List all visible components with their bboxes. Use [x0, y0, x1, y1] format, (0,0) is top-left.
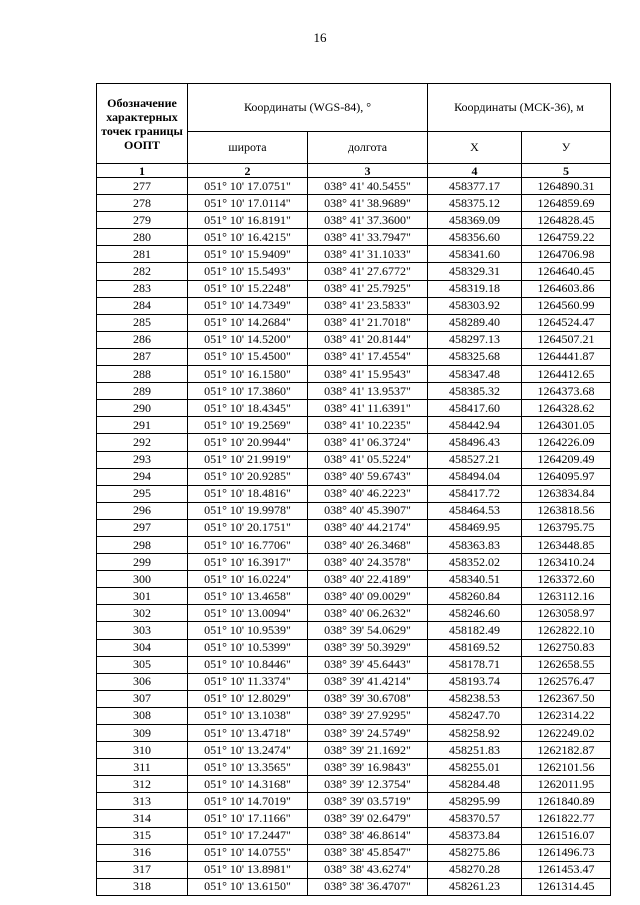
x-cell: 458494.04: [428, 468, 522, 485]
latitude-cell: 051° 10' 16.7706": [188, 536, 308, 553]
y-header: У: [522, 132, 611, 164]
table-row: [97, 622, 611, 639]
point-number-cell: 303: [97, 622, 188, 639]
longitude-cell: 038° 40' 44.2174": [308, 519, 428, 536]
point-number-cell: 285: [97, 314, 188, 331]
table-row: [97, 485, 611, 502]
latitude-cell: 051° 10' 13.4658": [188, 588, 308, 605]
longitude-cell: 038° 39' 41.4214": [308, 673, 428, 690]
x-cell: 458247.70: [428, 707, 522, 724]
point-number-cell: 301: [97, 588, 188, 605]
longitude-cell: 038° 41' 40.5455": [308, 178, 428, 195]
point-number-cell: 281: [97, 246, 188, 263]
x-cell: 458469.95: [428, 519, 522, 536]
latitude-cell: 051° 10' 16.4215": [188, 229, 308, 246]
x-cell: 458319.18: [428, 280, 522, 297]
point-number-cell: 290: [97, 400, 188, 417]
point-number-cell: 288: [97, 366, 188, 383]
longitude-cell: 038° 40' 24.3578": [308, 554, 428, 571]
latitude-cell: 051° 10' 19.2569": [188, 417, 308, 434]
y-cell: 1264640.45: [522, 263, 611, 280]
x-cell: 458527.21: [428, 451, 522, 468]
latitude-cell: 051° 10' 15.5493": [188, 263, 308, 280]
y-cell: 1262101.56: [522, 759, 611, 776]
table-row: [97, 554, 611, 571]
latitude-cell: 051° 10' 10.5399": [188, 639, 308, 656]
y-cell: 1261516.07: [522, 827, 611, 844]
table-row: [97, 673, 611, 690]
x-cell: 458442.94: [428, 417, 522, 434]
table-row: [97, 229, 611, 246]
latitude-cell: 051° 10' 16.0224": [188, 571, 308, 588]
latitude-cell: 051° 10' 13.3565": [188, 759, 308, 776]
longitude-cell: 038° 41' 38.9689": [308, 195, 428, 212]
y-cell: 1263818.56: [522, 502, 611, 519]
y-cell: 1264095.97: [522, 468, 611, 485]
longitude-cell: 038° 41' 33.7947": [308, 229, 428, 246]
y-cell: 1264373.68: [522, 383, 611, 400]
table-row: [97, 434, 611, 451]
x-cell: 458270.28: [428, 861, 522, 878]
y-cell: 1264603.86: [522, 280, 611, 297]
y-cell: 1262576.47: [522, 673, 611, 690]
x-cell: 458363.83: [428, 536, 522, 553]
y-cell: 1261496.73: [522, 844, 611, 861]
table-row: [97, 827, 611, 844]
longitude-cell: 038° 41' 25.7925": [308, 280, 428, 297]
column-number: 3: [308, 164, 428, 178]
table-row: [97, 588, 611, 605]
table-row: [97, 793, 611, 810]
point-number-cell: 308: [97, 707, 188, 724]
latitude-cell: 051° 10' 14.0755": [188, 844, 308, 861]
y-cell: 1262367.50: [522, 690, 611, 707]
y-cell: 1264301.05: [522, 417, 611, 434]
longitude-cell: 038° 39' 12.3754": [308, 776, 428, 793]
latitude-cell: 051° 10' 15.2248": [188, 280, 308, 297]
point-number-cell: 317: [97, 861, 188, 878]
x-cell: 458464.53: [428, 502, 522, 519]
latitude-cell: 051° 10' 18.4345": [188, 400, 308, 417]
x-cell: 458373.84: [428, 827, 522, 844]
x-cell: 458275.86: [428, 844, 522, 861]
y-cell: 1264859.69: [522, 195, 611, 212]
latitude-cell: 051° 10' 14.7019": [188, 793, 308, 810]
x-cell: 458178.71: [428, 656, 522, 673]
point-number-cell: 280: [97, 229, 188, 246]
y-cell: 1262249.02: [522, 725, 611, 742]
latitude-cell: 051° 10' 17.0114": [188, 195, 308, 212]
y-cell: 1262011.95: [522, 776, 611, 793]
point-number-cell: 306: [97, 673, 188, 690]
table-row: [97, 451, 611, 468]
y-cell: 1264706.98: [522, 246, 611, 263]
y-cell: 1264507.21: [522, 331, 611, 348]
point-number-cell: 309: [97, 725, 188, 742]
latitude-cell: 051° 10' 18.4816": [188, 485, 308, 502]
y-cell: 1264890.31: [522, 178, 611, 195]
latitude-cell: 051° 10' 13.0094": [188, 605, 308, 622]
column-number-row: [97, 164, 611, 178]
table-row: [97, 314, 611, 331]
longitude-cell: 038° 38' 36.4707": [308, 878, 428, 895]
point-number-cell: 279: [97, 212, 188, 229]
y-cell: 1264524.47: [522, 314, 611, 331]
x-cell: 458329.31: [428, 263, 522, 280]
table-row: [97, 400, 611, 417]
point-number-cell: 277: [97, 178, 188, 195]
table-row: [97, 297, 611, 314]
y-cell: 1264209.49: [522, 451, 611, 468]
x-cell: 458377.17: [428, 178, 522, 195]
longitude-cell: 038° 40' 22.4189": [308, 571, 428, 588]
point-number-cell: 282: [97, 263, 188, 280]
longitude-cell: 038° 41' 10.2235": [308, 417, 428, 434]
latitude-cell: 051° 10' 16.8191": [188, 212, 308, 229]
x-cell: 458340.51: [428, 571, 522, 588]
y-cell: 1263795.75: [522, 519, 611, 536]
x-cell: 458417.60: [428, 400, 522, 417]
table-row: [97, 776, 611, 793]
page-number: 16: [313, 30, 327, 45]
table-row: [97, 759, 611, 776]
y-cell: 1263058.97: [522, 605, 611, 622]
point-number-cell: 278: [97, 195, 188, 212]
longitude-cell: 038° 39' 03.5719": [308, 793, 428, 810]
table-row: [97, 861, 611, 878]
latitude-cell: 051° 10' 17.2447": [188, 827, 308, 844]
point-number-cell: 304: [97, 639, 188, 656]
table-row: [97, 571, 611, 588]
table-row: [97, 844, 611, 861]
table-row: [97, 468, 611, 485]
point-number-cell: 310: [97, 742, 188, 759]
y-cell: 1261314.45: [522, 878, 611, 895]
point-number-cell: 287: [97, 348, 188, 365]
table-row: [97, 348, 611, 365]
point-number-cell: 286: [97, 331, 188, 348]
longitude-cell: 038° 39' 30.6708": [308, 690, 428, 707]
table-row: [97, 605, 611, 622]
y-cell: 1263410.24: [522, 554, 611, 571]
y-cell: 1263834.84: [522, 485, 611, 502]
x-cell: 458352.02: [428, 554, 522, 571]
latitude-cell: 051° 10' 14.3168": [188, 776, 308, 793]
wgs84-group-header: Координаты (WGS-84), °: [188, 84, 428, 132]
x-cell: 458341.60: [428, 246, 522, 263]
y-cell: 1262822.10: [522, 622, 611, 639]
point-number-cell: 316: [97, 844, 188, 861]
y-cell: 1264828.45: [522, 212, 611, 229]
point-number-cell: 296: [97, 502, 188, 519]
point-number-cell: 294: [97, 468, 188, 485]
point-number-cell: 284: [97, 297, 188, 314]
table-row: [97, 690, 611, 707]
point-number-cell: 307: [97, 690, 188, 707]
point-number-cell: 299: [97, 554, 188, 571]
x-header: Х: [428, 132, 522, 164]
latitude-cell: 051° 10' 20.9285": [188, 468, 308, 485]
latitude-cell: 051° 10' 20.1751": [188, 519, 308, 536]
y-cell: 1264328.62: [522, 400, 611, 417]
x-cell: 458238.53: [428, 690, 522, 707]
point-number-cell: 311: [97, 759, 188, 776]
x-cell: 458303.92: [428, 297, 522, 314]
latitude-cell: 051° 10' 15.4500": [188, 348, 308, 365]
x-cell: 458193.74: [428, 673, 522, 690]
point-number-cell: 289: [97, 383, 188, 400]
x-cell: 458356.60: [428, 229, 522, 246]
latitude-cell: 051° 10' 14.7349": [188, 297, 308, 314]
point-number-cell: 305: [97, 656, 188, 673]
msk36-group-header: Координаты (МСК-36), м: [428, 84, 611, 132]
longitude-cell: 038° 41' 13.9537": [308, 383, 428, 400]
latitude-cell: 051° 10' 12.8029": [188, 690, 308, 707]
longitude-cell: 038° 39' 02.6479": [308, 810, 428, 827]
longitude-cell: 038° 39' 54.0629": [308, 622, 428, 639]
longitude-cell: 038° 40' 46.2223": [308, 485, 428, 502]
y-cell: 1261840.89: [522, 793, 611, 810]
x-cell: 458297.13: [428, 331, 522, 348]
y-cell: 1262750.83: [522, 639, 611, 656]
latitude-cell: 051° 10' 17.3860": [188, 383, 308, 400]
latitude-cell: 051° 10' 10.8446": [188, 656, 308, 673]
y-cell: 1261822.77: [522, 810, 611, 827]
x-cell: 458325.68: [428, 348, 522, 365]
latitude-cell: 051° 10' 16.3917": [188, 554, 308, 571]
table-row: [97, 417, 611, 434]
longitude-cell: 038° 40' 06.2632": [308, 605, 428, 622]
y-cell: 1264441.87: [522, 348, 611, 365]
latitude-cell: 051° 10' 17.0751": [188, 178, 308, 195]
table-row: [97, 502, 611, 519]
y-cell: 1261453.47: [522, 861, 611, 878]
table-row: [97, 246, 611, 263]
longitude-cell: 038° 41' 27.6772": [308, 263, 428, 280]
table-row: [97, 383, 611, 400]
latitude-cell: 051° 10' 10.9539": [188, 622, 308, 639]
latitude-cell: 051° 10' 20.9944": [188, 434, 308, 451]
y-cell: 1263372.60: [522, 571, 611, 588]
y-cell: 1264560.99: [522, 297, 611, 314]
longitude-cell: 038° 39' 45.6443": [308, 656, 428, 673]
x-cell: 458375.12: [428, 195, 522, 212]
table-row: [97, 656, 611, 673]
point-number-cell: 313: [97, 793, 188, 810]
longitude-cell: 038° 41' 31.1033": [308, 246, 428, 263]
longitude-cell: 038° 40' 59.6743": [308, 468, 428, 485]
column-number: 5: [522, 164, 611, 178]
table-row: [97, 331, 611, 348]
latitude-cell: 051° 10' 13.1038": [188, 707, 308, 724]
longitude-cell: 038° 38' 45.8547": [308, 844, 428, 861]
x-cell: 458295.99: [428, 793, 522, 810]
column-number: 4: [428, 164, 522, 178]
longitude-cell: 038° 39' 21.1692": [308, 742, 428, 759]
table-row: [97, 725, 611, 742]
table-row: [97, 810, 611, 827]
x-cell: 458385.32: [428, 383, 522, 400]
latitude-cell: 051° 10' 17.1166": [188, 810, 308, 827]
longitude-cell: 038° 40' 09.0029": [308, 588, 428, 605]
longitude-cell: 038° 41' 06.3724": [308, 434, 428, 451]
longitude-cell: 038° 40' 26.3468": [308, 536, 428, 553]
x-cell: 458496.43: [428, 434, 522, 451]
x-cell: 458246.60: [428, 605, 522, 622]
x-cell: 458289.40: [428, 314, 522, 331]
point-number-cell: 312: [97, 776, 188, 793]
longitude-cell: 038° 38' 43.6274": [308, 861, 428, 878]
longitude-cell: 038° 41' 17.4554": [308, 348, 428, 365]
longitude-header: долгота: [308, 132, 428, 164]
y-cell: 1262658.55: [522, 656, 611, 673]
point-number-cell: 298: [97, 536, 188, 553]
column-number: 1: [97, 164, 188, 178]
point-designation-header: Обозначение характерных точек границы ООПТ: [97, 84, 188, 164]
latitude-cell: 051° 10' 14.5200": [188, 331, 308, 348]
point-number-cell: 293: [97, 451, 188, 468]
latitude-cell: 051° 10' 21.9919": [188, 451, 308, 468]
longitude-cell: 038° 39' 16.9843": [308, 759, 428, 776]
latitude-header: широта: [188, 132, 308, 164]
latitude-cell: 051° 10' 13.8981": [188, 861, 308, 878]
x-cell: 458417.72: [428, 485, 522, 502]
coordinates-table: [96, 83, 611, 896]
point-number-cell: 283: [97, 280, 188, 297]
table-row: [97, 878, 611, 895]
longitude-cell: 038° 41' 21.7018": [308, 314, 428, 331]
x-cell: 458261.23: [428, 878, 522, 895]
latitude-cell: 051° 10' 13.2474": [188, 742, 308, 759]
table-row: [97, 639, 611, 656]
table-row: [97, 263, 611, 280]
longitude-cell: 038° 39' 24.5749": [308, 725, 428, 742]
point-number-cell: 315: [97, 827, 188, 844]
latitude-cell: 051° 10' 15.9409": [188, 246, 308, 263]
x-cell: 458369.09: [428, 212, 522, 229]
y-cell: 1264226.09: [522, 434, 611, 451]
longitude-cell: 038° 41' 37.3600": [308, 212, 428, 229]
x-cell: 458251.83: [428, 742, 522, 759]
x-cell: 458255.01: [428, 759, 522, 776]
longitude-cell: 038° 41' 11.6391": [308, 400, 428, 417]
point-number-cell: 295: [97, 485, 188, 502]
table-row: [97, 366, 611, 383]
x-cell: 458182.49: [428, 622, 522, 639]
point-number-cell: 291: [97, 417, 188, 434]
latitude-cell: 051° 10' 13.4718": [188, 725, 308, 742]
y-cell: 1264759.22: [522, 229, 611, 246]
latitude-cell: 051° 10' 14.2684": [188, 314, 308, 331]
table-row: [97, 195, 611, 212]
x-cell: 458258.92: [428, 725, 522, 742]
table-row: [97, 742, 611, 759]
longitude-cell: 038° 38' 46.8614": [308, 827, 428, 844]
table-row: [97, 280, 611, 297]
latitude-cell: 051° 10' 16.1580": [188, 366, 308, 383]
point-number-cell: 297: [97, 519, 188, 536]
table-row: [97, 536, 611, 553]
table-row: [97, 707, 611, 724]
column-number: 2: [188, 164, 308, 178]
y-cell: 1264412.65: [522, 366, 611, 383]
longitude-cell: 038° 41' 20.8144": [308, 331, 428, 348]
longitude-cell: 038° 39' 50.3929": [308, 639, 428, 656]
y-cell: 1263448.85: [522, 536, 611, 553]
x-cell: 458169.52: [428, 639, 522, 656]
longitude-cell: 038° 40' 45.3907": [308, 502, 428, 519]
y-cell: 1262314.22: [522, 707, 611, 724]
y-cell: 1262182.87: [522, 742, 611, 759]
table-row: [97, 178, 611, 195]
latitude-cell: 051° 10' 13.6150": [188, 878, 308, 895]
point-number-cell: 292: [97, 434, 188, 451]
table-row: [97, 212, 611, 229]
x-cell: 458260.84: [428, 588, 522, 605]
longitude-cell: 038° 41' 23.5833": [308, 297, 428, 314]
point-number-cell: 302: [97, 605, 188, 622]
longitude-cell: 038° 41' 05.5224": [308, 451, 428, 468]
latitude-cell: 051° 10' 11.3374": [188, 673, 308, 690]
longitude-cell: 038° 41' 15.9543": [308, 366, 428, 383]
y-cell: 1263112.16: [522, 588, 611, 605]
table-body: [97, 178, 611, 896]
point-number-cell: 314: [97, 810, 188, 827]
point-number-cell: 300: [97, 571, 188, 588]
point-number-cell: 318: [97, 878, 188, 895]
x-cell: 458370.57: [428, 810, 522, 827]
x-cell: 458347.48: [428, 366, 522, 383]
table-row: [97, 519, 611, 536]
latitude-cell: 051° 10' 19.9978": [188, 502, 308, 519]
longitude-cell: 038° 39' 27.9295": [308, 707, 428, 724]
x-cell: 458284.48: [428, 776, 522, 793]
